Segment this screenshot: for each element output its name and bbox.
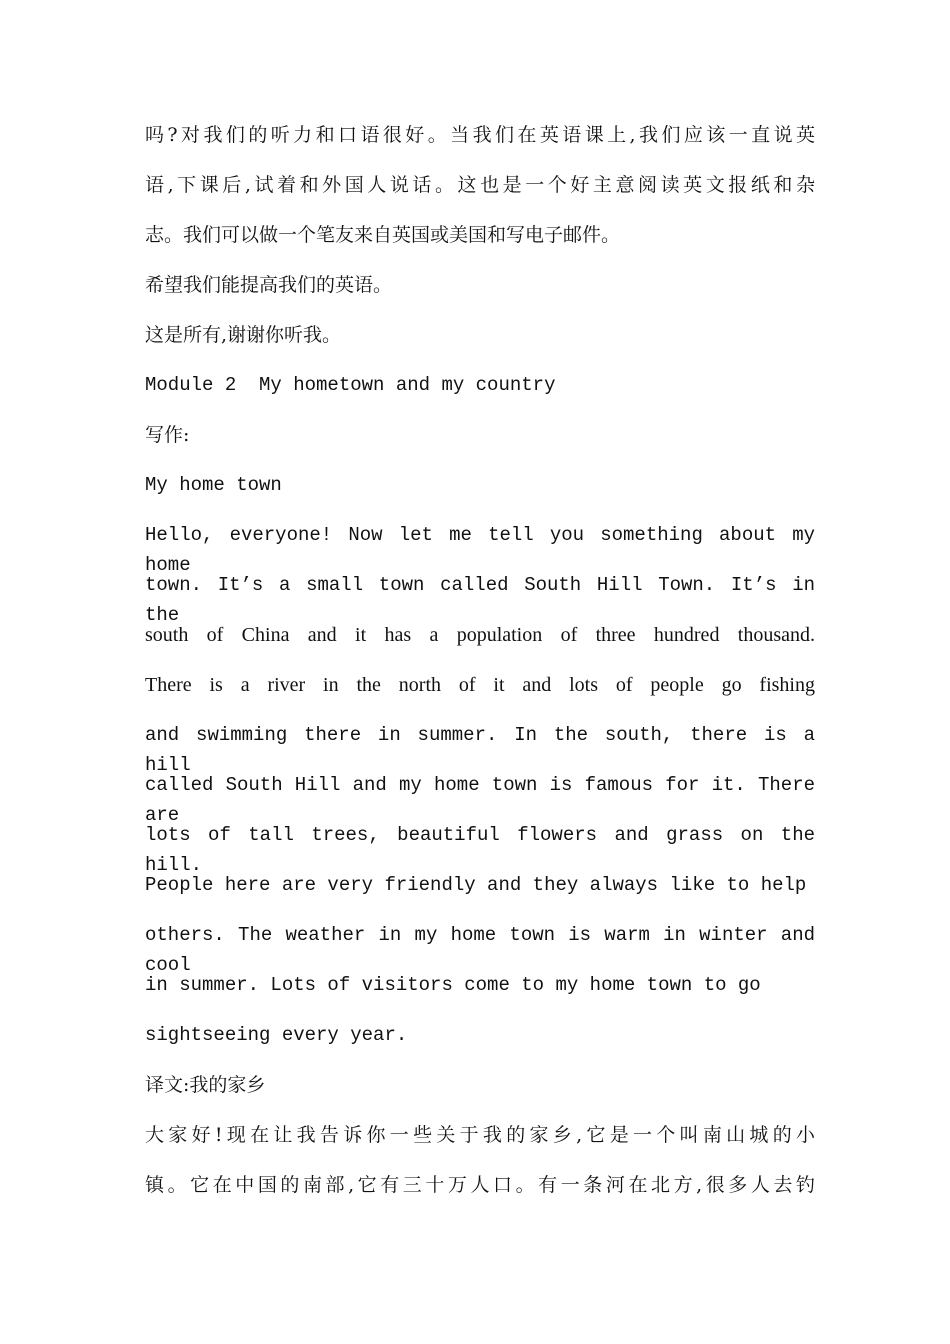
text-line-1: 吗?对我们的听力和口语很好。当我们在英语课上,我们应该一直说英: [145, 124, 815, 146]
translation-title: 译文:我的家乡: [145, 1074, 266, 1096]
text-line-4: 希望我们能提高我们的英语。: [145, 274, 393, 296]
essay-line-7: lots of tall trees, beautiful flowers and grass on the hill.: [145, 824, 815, 876]
essay-line-11: sightseeing every year.: [145, 1024, 408, 1046]
essay-line-5: and swimming there in summer. In the south, there is a hill: [145, 724, 815, 776]
translation-line-2: 镇。它在中国的南部,它有三十万人口。有一条河在北方,很多人去钓: [145, 1174, 815, 1196]
text-line-5: 这是所有,谢谢你听我。: [145, 324, 342, 346]
essay-line-3: south of China and it has a population of three hundred thousand.: [145, 624, 815, 646]
essay-line-2: town. It’s a small town called South Hill Town. It’s in the: [145, 574, 815, 626]
essay-title: My home town: [145, 474, 282, 496]
section-label-writing: 写作:: [145, 424, 190, 446]
essay-line-8: People here are very friendly and they always like to help: [145, 874, 807, 896]
essay-line-1: Hello, everyone! Now let me tell you something about my home: [145, 524, 815, 576]
essay-line-9: others. The weather in my home town is warm in winter and cool: [145, 924, 815, 976]
text-line-2: 语,下课后,试着和外国人说话。这也是一个好主意阅读英文报纸和杂: [145, 174, 815, 196]
essay-line-10: in summer. Lots of visitors come to my home town to go: [145, 974, 761, 996]
essay-line-6: called South Hill and my home town is famous for it. There are: [145, 774, 815, 826]
module-heading: Module 2 My hometown and my country: [145, 374, 556, 396]
translation-line-1: 大家好!现在让我告诉你一些关于我的家乡,它是一个叫南山城的小: [145, 1124, 815, 1146]
text-line-3: 志。我们可以做一个笔友来自英国或美国和写电子邮件。: [145, 224, 621, 246]
essay-line-4: There is a river in the north of it and lots of people go fishing: [145, 674, 815, 696]
